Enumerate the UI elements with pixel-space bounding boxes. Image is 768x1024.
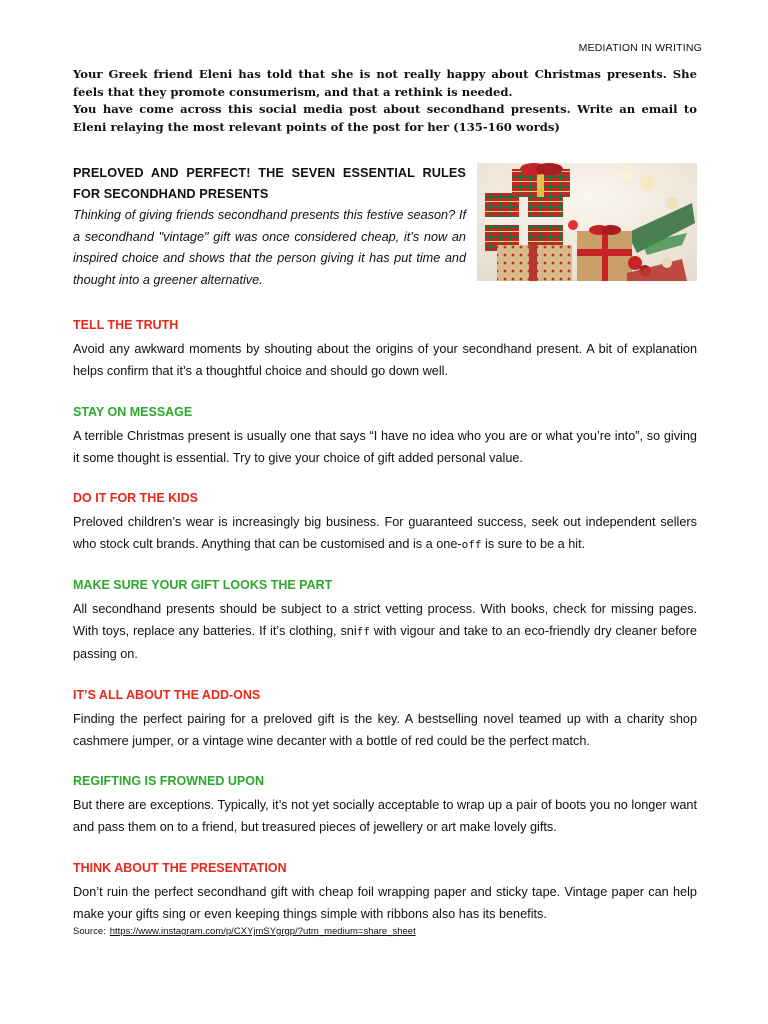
article-intro [73,163,466,292]
rule-section-3 [73,489,697,556]
rule-section-5 [73,686,697,752]
christmas-gifts-photo [477,163,697,281]
rule-body: Avoid any awkward moments by shouting about the origins of your secondhand present. A bit of explanation helps confirm that it’s a thoughtful choice and should go down well. [73,342,697,378]
task-instructions [73,66,697,136]
source-label: Source: [73,926,106,937]
rule-body: Don’t ruin the perfect secondhand gift with cheap foil wrapping paper and sticky tape. Vintage paper can help make your gifts sing or even keeping things simple with ribbons also has its benefits. [73,885,697,921]
rule-body [73,511,697,556]
rule-body: A terrible Christmas present is usually one that says “I have no idea who you are or what you’re into”, so giving it some thought is essential. Try to give your choice of gift added personal value. [73,429,697,465]
rule-heading: TELL THE TRUTH [73,318,179,332]
rule-body: But there are exceptions. Typically, it’s not yet socially acceptable to wrap up a pair of boots you no longer want and pass them on to a friend, but treasured pieces of jewellery or art make lovely gifts. [73,798,697,834]
page-header-label: MEDIATION IN WRITING [578,42,702,54]
rule-section-1 [73,316,697,382]
rule-heading: THINK ABOUT THE PRESENTATION [73,861,287,875]
rule-section-2 [73,403,697,469]
source-citation [73,926,416,937]
task-line-2: You have come across this social media post about secondhand presents. Write an email to Eleni relaying the most relevant points of the post for her (135-160 words) [73,102,697,134]
rule-body-text: with vigour and take to an eco-friendly dry cleaner before passing on. [73,624,697,661]
rule-body-text: Preloved children’s wear is increasingly big business. For guaranteed success, seek out independent sellers who stock cult brands. Anything that can be customised and is a one- [73,515,697,551]
rule-section-4 [73,576,697,665]
rule-section-6 [73,772,697,838]
rule-body: Finding the perfect pairing for a preloved gift is the key. A bestselling novel teamed up with a charity shop cashmere jumper, or a vintage wine decanter with a bottle of red could be the perfect match. [73,712,697,748]
article-title: PRELOVED AND PERFECT! THE SEVEN ESSENTIAL RULES FOR SECONDHAND PRESENTS [73,166,466,201]
rule-body-mono-text: ff [356,625,370,638]
rule-heading: DO IT FOR THE KIDS [73,491,198,505]
task-line-1: Your Greek friend Eleni has told that she is not really happy about Christmas presents. She feels that they promote consumerism, and that a rethink is needed. [73,67,697,99]
rule-body-text: is sure to be a hit. [481,537,586,551]
article-intro-text: Thinking of giving friends secondhand presents this festive season? If a secondhand "vintage" gift was once considered cheap, it’s now an inspired choice and shows that the person giving it has put time and thought into a greener alternative. [73,208,466,288]
rule-section-7 [73,859,697,925]
rule-heading: REGIFTING IS FROWNED UPON [73,774,264,788]
rule-heading: IT’S ALL ABOUT THE ADD-ONS [73,688,261,702]
rule-heading: MAKE SURE YOUR GIFT LOOKS THE PART [73,578,333,592]
rule-heading: STAY ON MESSAGE [73,405,193,419]
rule-body [73,598,697,665]
rule-body-mono-text: off [461,538,482,551]
rule-body-text: All secondhand presents should be subject to a strict vetting process. With books, check for missing pages. With toys, replace any batteries. If it’s clothing, sni [73,602,697,638]
gift-illustration [477,163,697,281]
source-link[interactable]: https://www.instagram.com/p/CXYjmSYgrgp/?utm_medium=share_sheet [109,926,416,937]
